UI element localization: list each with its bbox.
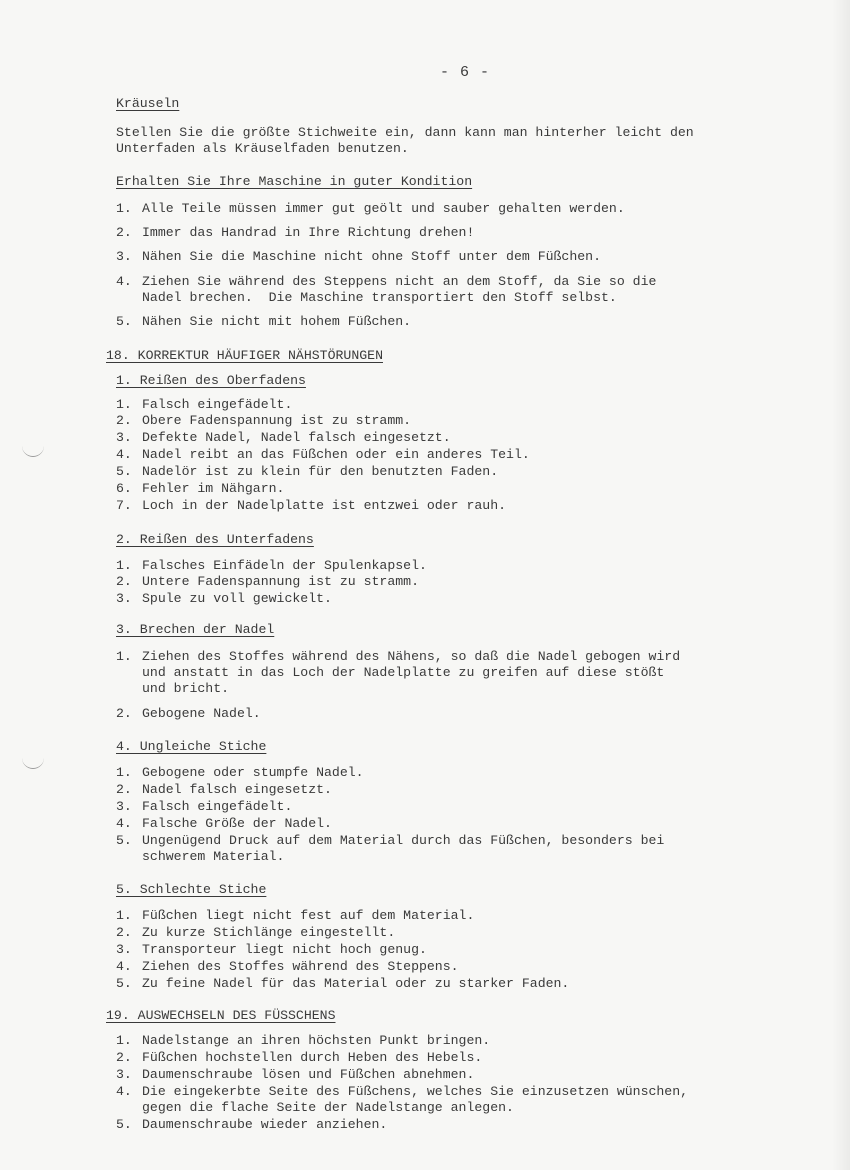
list-number: 2. [116,574,132,589]
list-item [116,558,782,574]
list-text: Loch in der Nadelplatte ist entzwei oder rauh. [142,498,507,513]
list-text: Ziehen des Stoffes während des Steppens. [142,959,459,974]
list-item [116,925,782,941]
list-number: 1. [116,397,132,412]
list-number: 1. [116,765,132,780]
list-number: 3. [116,799,132,814]
list-item [116,782,782,798]
list-item [116,833,782,865]
list-number: 2. [116,925,132,940]
list-item [116,908,782,924]
list-number: 3. [116,591,132,606]
list-item [116,1067,782,1083]
list-number: 1. [116,649,132,664]
paragraph-line: Unterfaden als Kräuselfaden benutzen. [116,141,409,156]
list-text: Nadel falsch eingesetzt. [142,782,332,797]
list-text: Daumenschraube wieder anziehen. [142,1117,388,1132]
list-item [116,430,782,446]
heading-bad-stitches: 5. Schlechte Stiche [116,882,267,897]
list-text: Falsch eingefädelt. [142,397,293,412]
list-item [116,314,782,330]
page-number: - 6 - [440,64,491,81]
heading-needle-break: 3. Brechen der Nadel [116,622,275,637]
list-text: Nähen Sie die Maschine nicht ohne Stoff unter dem Füßchen. [142,249,601,264]
punch-hole-mark [22,444,44,457]
list-number: 3. [116,1067,132,1082]
list-text: Alle Teile müssen immer gut geölt und sauber gehalten werden. [142,201,625,216]
list-text: Nähen Sie nicht mit hohem Füßchen. [142,314,412,329]
list-number: 1. [116,201,132,216]
list-text: Gebogene Nadel. [142,706,261,721]
list-text: Nadel reibt an das Füßchen oder ein anderes Teil. [142,447,530,462]
list-number: 1. [116,908,132,923]
heading-uneven-stitches: 4. Ungleiche Stiche [116,739,267,754]
list-item [116,574,782,590]
list-number: 2. [116,413,132,428]
list-text: Ziehen Sie während des Steppens nicht an dem Stoff, da Sie so die Nadel brechen. Die Maschine transportiert den Stoff selbst. [142,274,657,305]
list-item [116,225,782,241]
list-item [116,799,782,815]
list-number: 6. [116,481,132,496]
list-number: 3. [116,249,132,264]
list-text: Die eingekerbte Seite des Füßchens, welches Sie einzusetzen wünschen, gegen die flache Seite der Nadelstange anlegen. [142,1084,689,1115]
punch-hole-mark [22,756,44,769]
list-text: Falsches Einfädeln der Spulenkapsel. [142,558,427,573]
list-number: 5. [116,314,132,329]
list-number: 4. [116,816,132,831]
list-text: Ungenügend Druck auf dem Material durch das Füßchen, besonders bei schwerem Material. [142,833,665,864]
list-item [116,649,782,697]
list-text: Füßchen liegt nicht fest auf dem Material. [142,908,475,923]
list-number: 4. [116,1084,132,1099]
list-text: Daumenschraube lösen und Füßchen abnehmen. [142,1067,475,1082]
heading-kraeuseln: Kräuseln [116,96,180,111]
list-number: 4. [116,447,132,462]
list-item [116,201,782,217]
paragraph-line: Stellen Sie die größte Stichweite ein, dann kann man hinterher leicht den [116,125,694,140]
list-item [116,706,782,722]
list-item [116,249,782,265]
list-text: Falsche Größe der Nadel. [142,816,332,831]
list-text: Ziehen des Stoffes während des Nähens, so daß die Nadel gebogen wird und anstatt in das Loch der Nadelplatte zu greifen auf diese stößt und bricht. [142,649,681,696]
list-item [116,447,782,463]
list-item [116,591,782,607]
list-item [116,1117,782,1133]
list-text: Füßchen hochstellen durch Heben des Hebels. [142,1050,483,1065]
list-number: 5. [116,833,132,848]
list-item [116,1033,782,1049]
list-number: 2. [116,706,132,721]
list-number: 5. [116,976,132,991]
list-item [116,959,782,975]
list-item [116,274,782,306]
list-item [116,1050,782,1066]
list-text: Nadelör ist zu klein für den benutzten Faden. [142,464,499,479]
list-number: 4. [116,274,132,289]
list-item [116,1084,782,1116]
list-text: Fehler im Nähgarn. [142,481,285,496]
list-number: 5. [116,1117,132,1132]
heading-lower-thread: 2. Reißen des Unterfadens [116,532,314,547]
list-item [116,397,782,413]
list-text: Zu feine Nadel für das Material oder zu starker Faden. [142,976,570,991]
list-number: 2. [116,225,132,240]
list-text: Transporteur liegt nicht hoch genug. [142,942,427,957]
list-item [116,464,782,480]
list-item [116,498,782,514]
list-item [116,976,782,992]
list-item [116,765,782,781]
heading-section-19: 19. AUSWECHSELN DES FÜSSCHENS [106,1008,336,1023]
list-text: Gebogene oder stumpfe Nadel. [142,765,364,780]
list-number: 2. [116,1050,132,1065]
list-number: 3. [116,942,132,957]
list-item [116,413,782,429]
list-number: 2. [116,782,132,797]
list-number: 3. [116,430,132,445]
list-number: 7. [116,498,132,513]
list-number: 1. [116,558,132,573]
page-edge-shadow [832,0,850,1170]
list-item [116,816,782,832]
list-text: Untere Fadenspannung ist zu stramm. [142,574,419,589]
list-text: Obere Fadenspannung ist zu stramm. [142,413,412,428]
list-text: Spule zu voll gewickelt. [142,591,332,606]
list-number: 4. [116,959,132,974]
list-number: 5. [116,464,132,479]
list-text: Defekte Nadel, Nadel falsch eingesetzt. [142,430,451,445]
heading-section-18: 18. KORREKTUR HÄUFIGER NÄHSTÖRUNGEN [106,348,383,363]
list-text: Falsch eingefädelt. [142,799,293,814]
list-text: Immer das Handrad in Ihre Richtung drehen! [142,225,475,240]
list-text: Nadelstange an ihren höchsten Punkt bringen. [142,1033,491,1048]
list-number: 1. [116,1033,132,1048]
list-item [116,942,782,958]
heading-upper-thread: 1. Reißen des Oberfadens [116,373,306,388]
list-text: Zu kurze Stichlänge eingestellt. [142,925,396,940]
list-item [116,481,782,497]
heading-maintenance: Erhalten Sie Ihre Maschine in guter Kondition [116,174,473,189]
